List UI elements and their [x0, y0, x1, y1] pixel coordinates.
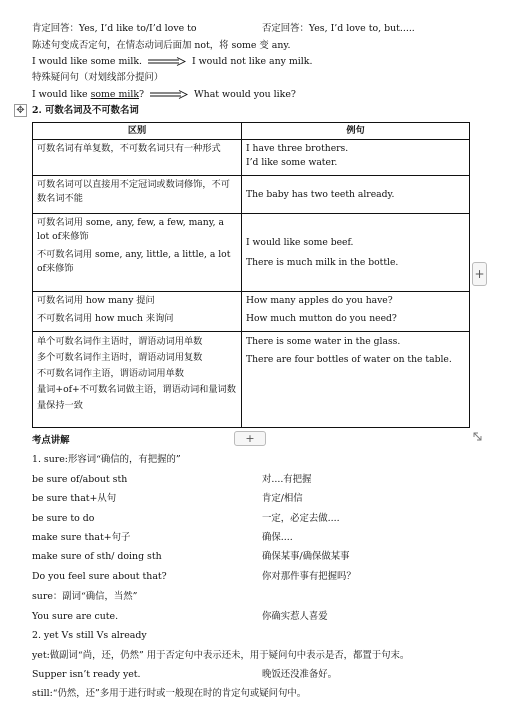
add-column-button[interactable]: + [472, 262, 487, 286]
yet-example: Supper isn’t ready yet. [32, 669, 141, 680]
table-cell-rule [33, 214, 242, 292]
cell-text: There is some water in the glass. [246, 336, 401, 347]
yet-definition: yet:做副词“尚，还，仍然” 用于否定句中表示还未，用于疑问句中表示是否，都置于句末。 [32, 650, 410, 661]
cell-text: How much mutton do you need? [246, 313, 397, 324]
cell-text: There are four bottles of water on the table. [246, 354, 452, 365]
example-1-right: I would not like any milk. [191, 56, 313, 67]
sure-title: 1. sure:形容词“确信的，有把握的” [32, 454, 181, 465]
cell-text: 不可数名词用 how much 来询问 [37, 313, 174, 324]
negative-answer: 否定回答：Yes, I’d love to, but..... [262, 23, 415, 34]
arrow-icon [150, 90, 188, 99]
comparison-table [32, 122, 470, 428]
cell-text: 可数名词可以直接用不定冠词或数词修饰，不可数名词不能 [37, 179, 230, 204]
table-cell-rule [33, 332, 242, 428]
table-row [33, 140, 470, 176]
resize-handle-icon[interactable] [472, 431, 483, 442]
example-2-underlined: some milk [90, 89, 140, 100]
phrase-left: make sure that+句子 [32, 532, 131, 543]
affirmative-answer: 肯定回答：Yes, I’d like to/I’d love to [32, 23, 197, 34]
cell-text: I have three brothers. [246, 143, 349, 154]
example-1-left: I would like some milk. [32, 56, 142, 67]
cell-text: How many apples do you have? [246, 295, 393, 306]
phrase-left: Do you feel sure about that? [32, 571, 167, 582]
cell-text: I would like some beef. [246, 236, 354, 248]
table-header-example: 例句 [242, 123, 470, 140]
table-row [33, 214, 470, 292]
table-row [33, 332, 470, 428]
negative-rule: 陈述句变成否定句，在情态动词后面加 not，将 some 变 any. [32, 40, 291, 51]
phrase-meaning: 对....有把握 [262, 474, 312, 485]
cell-text: 不可数名词用 some, any, little, a little, a lot of来修饰 [37, 249, 231, 274]
table-row [33, 292, 470, 332]
cell-text: 可数名词有单复数，不可数名词只有一种形式 [37, 143, 221, 154]
table-cell-example [242, 140, 470, 176]
table-header-row [33, 123, 470, 140]
table-cell-rule [33, 176, 242, 214]
table-move-handle-icon[interactable]: ✥ [14, 104, 27, 117]
cell-text: 不可数名词作主语，谓语动词用单数 [37, 368, 184, 379]
phrase-left: be sure to do [32, 513, 95, 524]
phrase-meaning: 肯定/相信 [262, 493, 303, 504]
points-title: 考点讲解 [32, 435, 70, 446]
phrase-text: be sure of/about sth [32, 474, 128, 485]
example-1 [32, 55, 312, 68]
phrase-left [32, 473, 127, 486]
phrase-meaning: 确保.... [262, 532, 293, 543]
cell-text: 可数名词用 how many 提问 [37, 295, 155, 306]
table-cell-example [242, 292, 470, 332]
special-question-note: 特殊疑问句（对划线部分提问） [32, 72, 164, 83]
yet-title: 2. yet Vs still Vs already [32, 630, 147, 641]
sure-example-meaning: 你确实惹人喜爱 [262, 611, 328, 622]
example-2-left-pre: I would like [32, 89, 91, 100]
section-title: 2. 可数名词及不可数名词 [32, 105, 139, 116]
example-2-right: What would you like? [194, 89, 296, 100]
example-2 [32, 88, 296, 101]
table-header-difference: 区别 [33, 123, 242, 140]
table-cell-rule [33, 140, 242, 176]
cell-text: There is much milk in the bottle. [246, 256, 399, 268]
arrow-icon [148, 57, 186, 66]
table-cell-example [242, 214, 470, 292]
phrase-meaning: 确保某事/确保做某事 [262, 551, 350, 562]
cell-text: 多个可数名词作主语时，谓语动词用复数 [37, 352, 203, 363]
phrase-left: be sure that+从句 [32, 493, 117, 504]
table-cell-example [242, 176, 470, 214]
cell-text: 量词+of+不可数名词做主语，谓语动词和量词数量保持一致 [37, 384, 236, 411]
cell-text: 单个可数名词作主语时，谓语动词用单数 [37, 336, 203, 347]
yet-example-meaning: 晚饭还没准备好。 [262, 669, 338, 680]
table-row [33, 176, 470, 214]
cell-text: I’d like some water. [246, 157, 338, 168]
sure-example: You sure are cute. [32, 611, 119, 622]
phrase-meaning: 一定，必定去做.... [262, 513, 340, 524]
example-2-left-post: ? [139, 89, 145, 100]
resize-diagonal-icon [472, 431, 483, 442]
phrase-left: make sure of sth/ doing sth [32, 551, 162, 562]
sure-adverb: sure：副词“确信，当然” [32, 591, 138, 602]
cell-text: 可数名词用 some, any, few, a few, many, a lot of来修饰 [37, 217, 224, 242]
still-definition: still:“仍然，还”多用于进行时或一般现在时的肯定句或疑问句中。 [32, 688, 307, 699]
table-cell-example [242, 332, 470, 428]
phrase-meaning: 你对那件事有把握吗？ [262, 571, 356, 582]
add-row-button[interactable]: + [234, 431, 266, 446]
table-cell-rule [33, 292, 242, 332]
cell-text: The baby has two teeth already. [246, 188, 395, 200]
